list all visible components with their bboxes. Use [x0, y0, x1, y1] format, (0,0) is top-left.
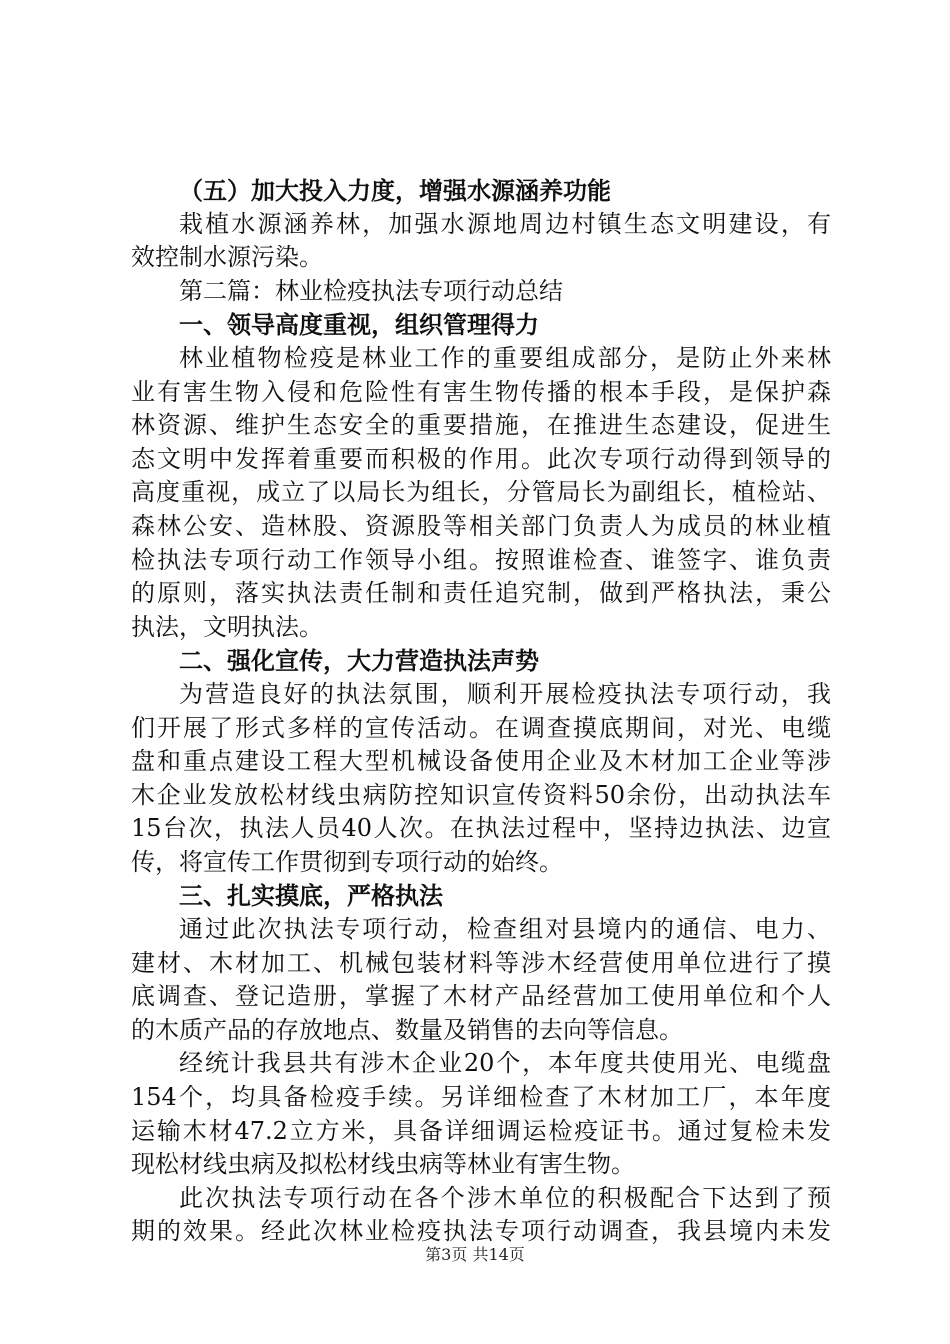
- paragraph-line: 的原则，落实执法责任制和责任追究制，做到严格执法，秉公: [131, 579, 831, 608]
- paragraph-line: 现松材线虫病及拟松材线虫病等林业有害生物。: [131, 1150, 635, 1179]
- paragraph-line: 态文明中发挥着重要而积极的作用。此次专项行动得到领导的: [131, 444, 831, 473]
- paragraph-line: 们开展了形式多样的宣传活动。在调查摸底期间，对光、电缆: [131, 713, 831, 742]
- paragraph-line: 经统计我县共有涉木企业20个，本年度共使用光、电缆盘: [179, 1049, 831, 1078]
- paragraph-line: 传，将宣传工作贯彻到专项行动的始终。: [131, 847, 563, 876]
- paragraph-line: 建材、木材加工、机械包装材料等涉木经营使用单位进行了摸: [131, 948, 831, 977]
- paragraph-line: 森林公安、造林股、资源股等相关部门负责人为成员的林业植: [131, 511, 831, 540]
- section-heading: 一、领导高度重视，组织管理得力: [179, 310, 539, 340]
- paragraph-line: 林业植物检疫是林业工作的重要组成部分，是防止外来林: [179, 343, 831, 372]
- paragraph-line: 业有害生物入侵和危险性有害生物传播的根本手段，是保护森: [131, 377, 831, 406]
- paragraph-line: 期的效果。经此次林业检疫执法专项行动调查，我县境内未发: [131, 1217, 831, 1246]
- paragraph-line: 的木质产品的存放地点、数量及销售的去向等信息。: [131, 1015, 683, 1044]
- paragraph-line: 执法，文明执法。: [131, 612, 323, 641]
- paragraph-line: 林资源、维护生态安全的重要措施，在推进生态建设，促进生: [131, 411, 831, 440]
- paragraph-line: 高度重视，成立了以局长为组长，分管局长为副组长，植检站、: [131, 478, 831, 507]
- chapter-title: 第二篇：林业检疫执法专项行动总结: [179, 276, 563, 305]
- paragraph-line: 底调查、登记造册，掌握了木材产品经营加工使用单位和个人: [131, 982, 831, 1011]
- section-heading: （五）加大投入力度，增强水源涵养功能: [179, 176, 611, 205]
- section-heading: 三、扎实摸底，严格执法: [179, 881, 443, 911]
- paragraph-line: 检执法专项行动工作领导小组。按照谁检查、谁签字、谁负责: [131, 545, 831, 574]
- section-heading: 二、强化宣传，大力营造执法声势: [179, 646, 539, 676]
- paragraph-line: 运输木材47.2立方米，具备详细调运检疫证书。通过复检未发: [131, 1116, 831, 1145]
- paragraph-line: 为营造良好的执法氛围，顺利开展检疫执法专项行动，我: [179, 679, 831, 708]
- paragraph-line: 15台次，执法人员40人次。在执法过程中，坚持边执法、边宣: [131, 814, 831, 843]
- page-number: 第3页 共14页: [425, 1245, 525, 1264]
- paragraph-line: 木企业发放松材线虫病防控知识宣传资料50余份，出动执法车: [131, 780, 831, 809]
- paragraph-line: 154个，均具备检疫手续。另详细检查了木材加工厂，本年度: [131, 1083, 831, 1112]
- paragraph-line: 此次执法专项行动在各个涉木单位的积极配合下达到了预: [179, 1183, 831, 1212]
- paragraph-line: 通过此次执法专项行动，检查组对县境内的通信、电力、: [179, 915, 831, 944]
- document-body: [131, 174, 831, 1249]
- paragraph-line: 效控制水源污染。: [131, 243, 323, 272]
- paragraph-line: 盘和重点建设工程大型机械设备使用企业及木材加工企业等涉: [131, 747, 831, 776]
- paragraph-line: 栽植水源涵养林，加强水源地周边村镇生态文明建设，有: [179, 209, 831, 238]
